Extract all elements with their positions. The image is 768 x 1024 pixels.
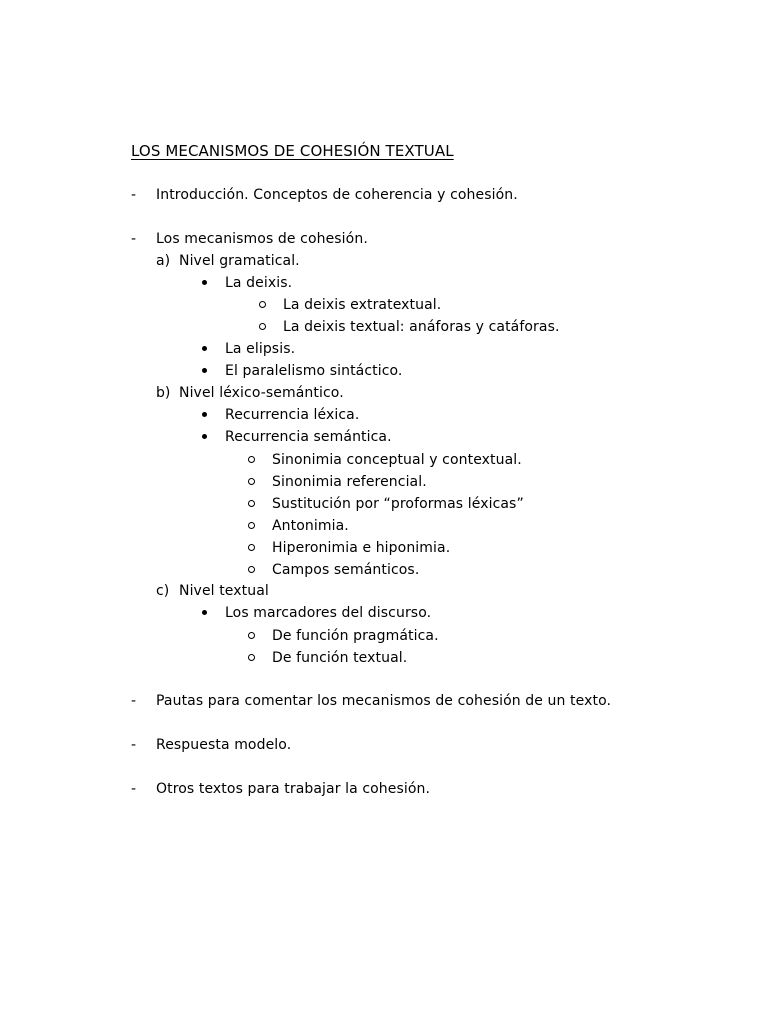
circle-bullet-icon <box>248 522 255 529</box>
item-elipsis: La elipsis. <box>225 341 296 357</box>
item-respuesta-modelo: Respuesta modelo. <box>156 737 292 753</box>
bullet-icon <box>202 434 207 439</box>
item-marcadores: Los marcadores del discurso. <box>225 605 432 621</box>
dash-marker: - <box>131 781 137 797</box>
circle-bullet-icon <box>259 323 266 330</box>
circle-bullet-icon <box>248 544 255 551</box>
dash-marker: - <box>131 231 137 247</box>
letter-marker-c: c) <box>156 583 170 599</box>
circle-bullet-icon <box>248 500 255 507</box>
item-otros-textos: Otros textos para trabajar la cohesión. <box>156 781 431 797</box>
item-pautas: Pautas para comentar los mecanismos de cohesión de un texto. <box>156 693 612 709</box>
page-title: LOS MECANISMOS DE COHESIÓN TEXTUAL <box>131 142 454 160</box>
item-deixis-extratextual: La deixis extratextual. <box>283 297 442 313</box>
letter-marker-a: a) <box>156 253 171 269</box>
item-sustitucion: Sustitución por “proformas léxicas” <box>272 496 524 512</box>
item-introduccion: Introducción. Conceptos de coherencia y cohesión. <box>156 187 518 203</box>
item-sinonimia-referencial: Sinonimia referencial. <box>272 474 427 490</box>
item-sinonimia-conceptual: Sinonimia conceptual y contextual. <box>272 452 522 468</box>
circle-bullet-icon <box>248 632 255 639</box>
letter-marker-b: b) <box>156 385 171 401</box>
dash-marker: - <box>131 693 137 709</box>
circle-bullet-icon <box>248 566 255 573</box>
circle-bullet-icon <box>248 654 255 661</box>
bullet-icon <box>202 412 207 417</box>
dash-marker: - <box>131 187 137 203</box>
dash-marker: - <box>131 737 137 753</box>
item-deixis: La deixis. <box>225 275 293 291</box>
item-funcion-textual: De función textual. <box>272 650 408 666</box>
item-nivel-lexico-semantico: Nivel léxico-semántico. <box>179 385 344 401</box>
item-paralelismo: El paralelismo sintáctico. <box>225 363 403 379</box>
bullet-icon <box>202 346 207 351</box>
item-nivel-textual: Nivel textual <box>179 583 269 599</box>
bullet-icon <box>202 368 207 373</box>
item-campos-semanticos: Campos semánticos. <box>272 562 420 578</box>
item-deixis-textual: La deixis textual: anáforas y catáforas. <box>283 319 560 335</box>
item-antonimia: Antonimia. <box>272 518 349 534</box>
circle-bullet-icon <box>248 478 255 485</box>
item-hiperonimia: Hiperonimia e hiponimia. <box>272 540 451 556</box>
circle-bullet-icon <box>248 456 255 463</box>
item-recurrencia-semantica: Recurrencia semántica. <box>225 429 392 445</box>
circle-bullet-icon <box>259 301 266 308</box>
item-recurrencia-lexica: Recurrencia léxica. <box>225 407 360 423</box>
bullet-icon <box>202 280 207 285</box>
bullet-icon <box>202 610 207 615</box>
item-mecanismos: Los mecanismos de cohesión. <box>156 231 368 247</box>
item-nivel-gramatical: Nivel gramatical. <box>179 253 300 269</box>
item-funcion-pragmatica: De función pragmática. <box>272 628 439 644</box>
